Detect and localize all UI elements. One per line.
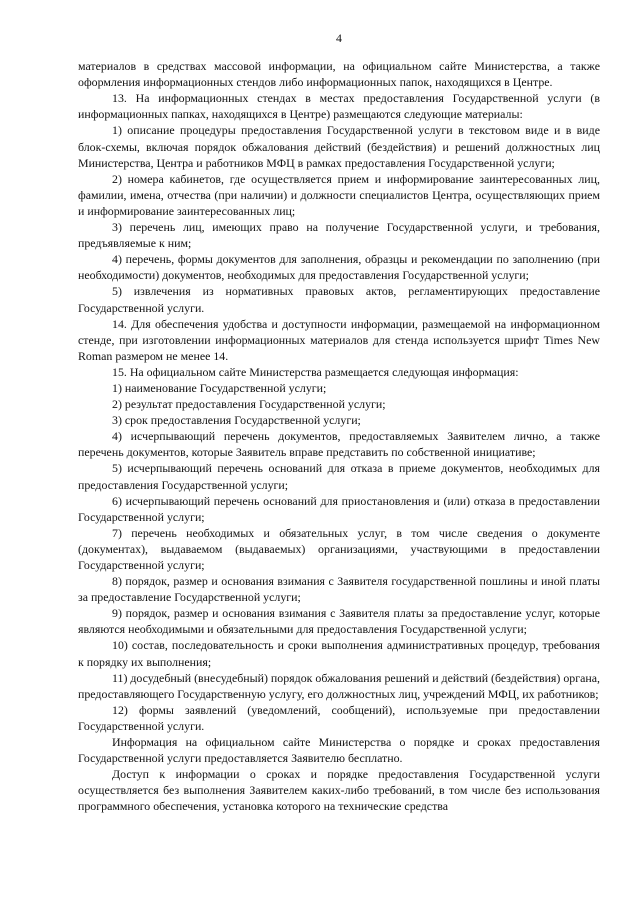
list-item: 11) досудебный (внесудебный) порядок обжалования решений и действий (бездействия) органа, предоставляющего Государственную услугу, его должностных лиц, учреждений МФЦ, их работников; (78, 670, 600, 701)
paragraph: 15. На официальном сайте Министерства размещается следующая информация: (112, 364, 519, 379)
list-item: 5) извлечения из нормативных правовых актов, регламентирующих предоставление Государственной услуги. (78, 284, 600, 315)
list-item: 5) исчерпывающий перечень оснований для отказа в приеме документов, необходимых для предоставления Государственной услуги; (78, 461, 600, 492)
list-item: 9) порядок, размер и основания взимания с Заявителя платы за предоставление услуг, которые являются необходимыми и обязательными для предоставления Государственной услуги; (78, 606, 600, 637)
list-item: 2) номера кабинетов, где осуществляется прием и информирование заинтересованных лиц, фамилии, имена, отчества (при наличии) и должности специалистов Центра, осуществляющих прием и информирование заинтересованных лиц; (78, 171, 600, 218)
paragraph: материалов в средствах массовой информации, на официальном сайте Министерства, а также оформления информационных стендов либо информационных папок, находящихся в Центре. (78, 59, 600, 90)
list-item: 1) наименование Государственной услуги; (112, 380, 327, 395)
list-item: 12) формы заявлений (уведомлений, сообщений), используемые при предоставлении Государственной услуги. (78, 702, 600, 733)
document-page (78, 30, 600, 815)
list-item: 8) порядок, размер и основания взимания с Заявителя государственной пошлины и иной платы за предоставление Государственной услуги; (78, 574, 600, 605)
list-item: 7) перечень необходимых и обязательных услуг, в том числе сведения о документе (документах), выдаваемом (выдаваемых) организациями, участвующими в предоставлении Государственной услуги; (78, 525, 600, 572)
paragraph: 14. Для обеспечения удобства и доступности информации, размещаемой на информационном стенде, при изготовлении информационных материалов для стенда используется шрифт Times New Roman размером не менее 14. (78, 316, 600, 363)
list-item: 6) исчерпывающий перечень оснований для приостановления и (или) отказа в предоставлении Государственной услуги; (78, 493, 600, 524)
list-item: 3) перечень лиц, имеющих право на получение Государственной услуги, и требования, предъявляемые к ним; (78, 220, 600, 251)
paragraph: 13. На информационных стендах в местах предоставления Государственной услуги (в информационных папках, находящихся в Центре) размещаются следующие материалы: (78, 91, 600, 122)
page-number: 4 (336, 31, 342, 45)
list-item: 3) срок предоставления Государственной услуги; (112, 413, 361, 428)
list-item: 2) результат предоставления Государственной услуги; (112, 397, 386, 412)
list-item: 10) состав, последовательность и сроки выполнения административных процедур, требования к порядку их выполнения; (78, 638, 600, 669)
list-item: 1) описание процедуры предоставления Государственной услуги в текстовом виде и в виде блок-схемы, включая порядок обжалования действий (бездействия) и решений должностных лиц Министерства, Центра и работников МФЦ в рамках предоставления Государственной услуги; (78, 123, 600, 170)
paragraph: Доступ к информации о сроках и порядке предоставления Государственной услуги осуществляется без выполнения Заявителем каких-либо требований, в том числе без использования программного обеспечения, установка которого на технические средства (78, 767, 600, 814)
paragraph: Информация на официальном сайте Министерства о порядке и сроках предоставления Государственной услуги предоставляется Заявителю бесплатно. (78, 735, 600, 766)
list-item: 4) исчерпывающий перечень документов, предоставляемых Заявителем лично, а также перечень документов, которые Заявитель вправе представить по собственной инициативе; (78, 429, 600, 460)
list-item: 4) перечень, формы документов для заполнения, образцы и рекомендации по заполнению (при необходимости) документов, необходимых для предоставления Государственной услуги; (78, 252, 600, 283)
